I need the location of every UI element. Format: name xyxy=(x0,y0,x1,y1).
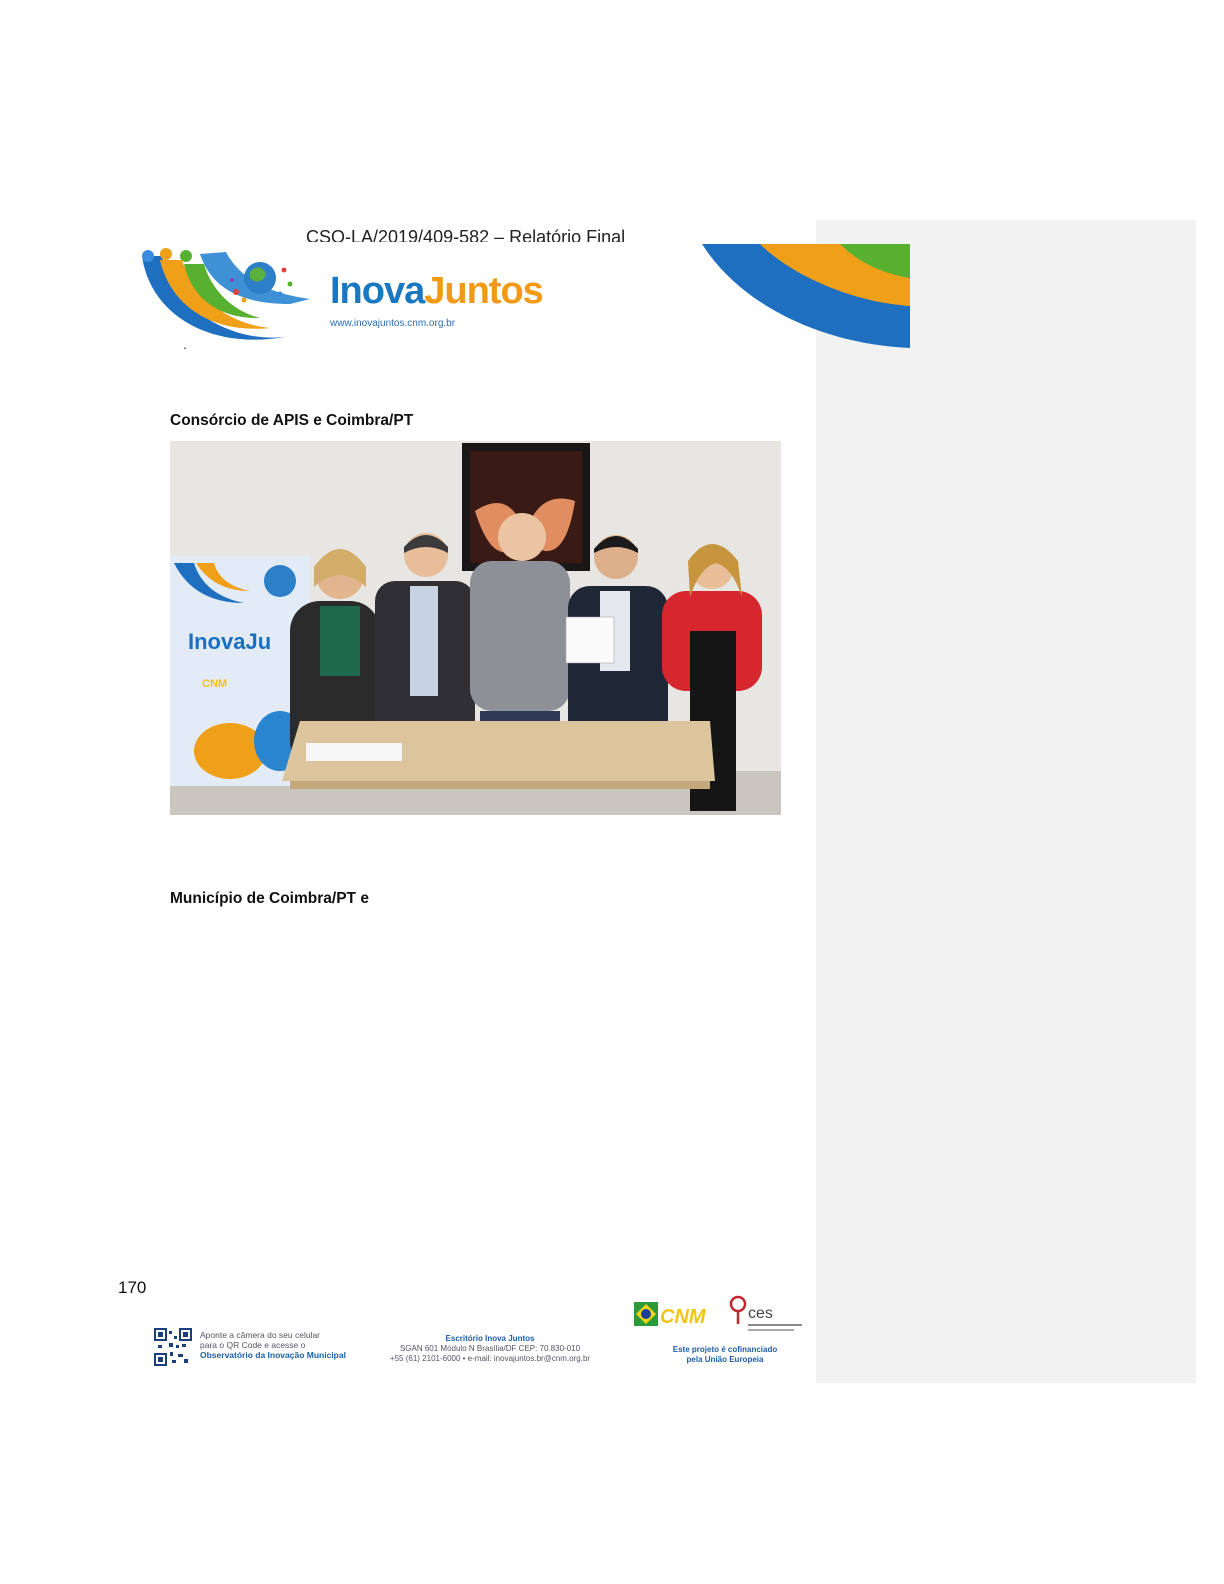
logo-url: www.inovajuntos.cnm.org.br xyxy=(330,318,456,329)
footer-office-info: Escritório Inova Juntos SGAN 601 Módulo N Brasília/DF CEP: 70.830-010 +55 (61) 2101-6000 • e-mail: inovajuntos.br@cnm.org.br xyxy=(389,1334,591,1363)
page-number: 170 xyxy=(118,1278,147,1297)
ces-logo xyxy=(728,1292,806,1336)
side-comment-panel xyxy=(816,220,1196,1383)
banner-text: InovaJu xyxy=(188,629,272,654)
stray-dot: . xyxy=(183,336,187,352)
svg-text:ces: ces xyxy=(748,1305,773,1322)
banner-brand: CNM xyxy=(202,678,228,690)
qr-code-icon xyxy=(154,1328,192,1366)
meeting-photo xyxy=(170,441,781,815)
footer-eu-cofunding: Este projeto é cofinanciado pela União Europeia xyxy=(672,1345,778,1364)
footer-qr-caption: Aponte a câmera do seu celular para o QR Code e acesse o Observatório da Inovação Municipal xyxy=(200,1330,346,1360)
section-title-consorcio: Consórcio de APIS e Coimbra/PT xyxy=(170,412,414,429)
document-reference: CSO-LA/2019/409-582 – Relatório Final xyxy=(306,227,626,242)
svg-text:CNM: CNM xyxy=(660,1306,706,1328)
inovajuntos-wordmark: InovaJuntos xyxy=(330,270,543,312)
section-title-municipio: Município de Coimbra/PT e xyxy=(170,890,369,907)
header-banner xyxy=(140,244,910,352)
page-footer xyxy=(150,1288,815,1368)
cnm-logo xyxy=(634,1298,716,1332)
meeting-photo-illustration xyxy=(170,441,781,815)
